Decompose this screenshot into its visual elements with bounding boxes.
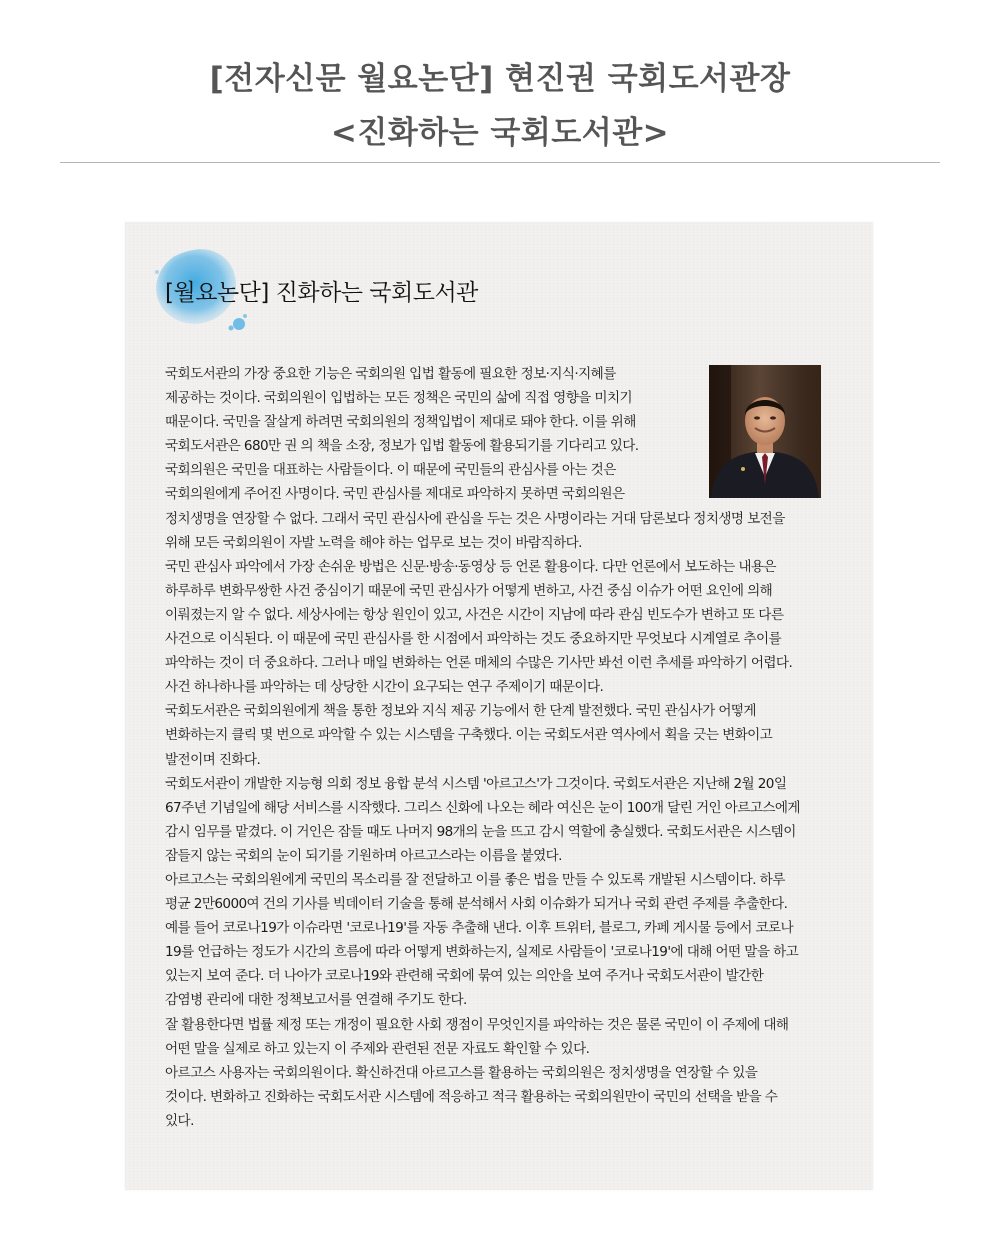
body-line: 잠들지 않는 국회의 눈이 되기를 기원하며 아르고스라는 이름을 붙였다.: [165, 847, 562, 864]
page-header: [60, 0, 940, 163]
body-line: 아르고스는 국회의원에게 국민의 목소리를 잘 전달하고 이를 좋은 법을 만들 수 있도록 개발된 시스템이다. 하루: [165, 871, 785, 888]
article-body: [165, 362, 849, 1133]
body-line: 이뤄졌는지 알 수 없다. 세상사에는 항상 원인이 있고, 사건은 시간이 지남에 따라 관심 빈도수가 변하고 또 다른: [165, 606, 784, 623]
body-line: 예를 들어 코로나19가 이슈라면 '코로나19'를 자동 추출해 낸다. 이후 트위터, 블로그, 카페 게시물 등에서 코로나: [165, 920, 794, 937]
body-line: 정치생명을 연장할 수 없다. 그래서 국민 관심사에 관심을 두는 것은 사명이라는 거대 담론보다 정치생명 보전을: [165, 510, 785, 527]
body-line: 국회도서관의 가장 중요한 기능은 국회의원 입법 활동에 필요한 정보·지식·지혜를: [165, 366, 616, 382]
body-line: 사건으로 이식된다. 이 때문에 국민 관심사를 한 시점에서 파악하는 것도 중요하지만 무엇보다 시계열로 추이를: [165, 631, 782, 648]
article-headline: [월요논단] 진화하는 국회도서관: [165, 280, 478, 306]
body-line: 국민 관심사 파악에서 가장 손쉬운 방법은 신문·방송·동영상 등 언론 활용이다. 다만 언론에서 보도하는 내용은: [165, 558, 776, 575]
body-line: 발전이며 진화다.: [165, 751, 261, 768]
body-line: 있다.: [165, 1112, 194, 1129]
body-line: 67주년 기념일에 해당 서비스를 시작했다. 그리스 신화에 나오는 헤라 여신은 눈이 100개 달린 거인 아르고스에게: [165, 799, 800, 816]
body-line: 19를 언급하는 정도가 시간의 흐름에 따라 어떻게 변화하는지, 실제로 사람들이 '코로나19'에 대해 어떤 말을 하고: [165, 944, 799, 961]
article-paragraph-2: [165, 555, 849, 700]
body-line: 국회도서관이 개발한 지능형 의회 정보 융합 분석 시스템 '아르고스'가 그것이다. 국회도서관은 지난해 2월 20일: [165, 775, 787, 792]
body-line: 국회도서관은 국회의원에게 책을 통한 정보와 지식 제공 기능에서 한 단계 발전했다. 국민 관심사가 어떻게: [165, 703, 756, 720]
page-title: [60, 52, 940, 160]
body-line: 잘 활용한다면 법률 제정 또는 개정이 필요한 사회 쟁점이 무엇인지를 파악하는 것은 물론 국민이 이 주제에 대해: [165, 1016, 789, 1033]
page-title-line-1: [전자신문 월요논단] 현진권 국회도서관장: [209, 61, 791, 97]
body-line: 국회의원에게 주어진 사명이다. 국민 관심사를 제대로 파악하지 못하면 국회의원은: [165, 486, 625, 503]
article-paragraph-3: [165, 699, 849, 771]
body-line: 평균 2만6000여 건의 기사를 빅데이터 기술을 통해 분석해서 사회 이슈화가 되거나 국회 관련 주제를 추출한다.: [165, 896, 788, 913]
body-line: 변화하는지 클릭 몇 번으로 파악할 수 있는 시스템을 구축했다. 이는 국회도서관 역사에서 획을 긋는 변화이고: [165, 727, 773, 744]
article-paragraph-1: [165, 362, 849, 555]
body-line: 아르고스 사용자는 국회의원이다. 확신하건대 아르고스를 활용하는 국회의원은 정치생명을 연장할 수 있을: [165, 1064, 758, 1081]
page-title-line-2: <진화하는 국회도서관>: [330, 115, 670, 151]
body-line: 사건 하나하나를 파악하는 데 상당한 시간이 요구되는 연구 주제이기 때문이다.: [165, 679, 604, 696]
body-line: 감염병 관리에 대한 정책보고서를 연결해 주기도 한다.: [165, 992, 467, 1009]
body-line: 국회도서관은 680만 권 의 책을 소장, 정보가 입법 활동에 활용되기를 기다리고 있다.: [165, 438, 639, 455]
body-line: 국회의원은 국민을 대표하는 사람들이다. 이 때문에 국민들의 관심사를 아는 것은: [165, 462, 616, 479]
body-line: 어떤 말을 실제로 하고 있는지 이 주제와 관련된 전문 자료도 확인할 수 있다.: [165, 1040, 590, 1057]
body-line: 있는지 보여 준다. 더 나아가 코로나19와 관련해 국회에 묶여 있는 의안을 보여 주거나 국회도서관이 발간한: [165, 968, 764, 985]
article-paragraph-7: [165, 1061, 849, 1133]
body-line: 제공하는 것이다. 국회의원이 입법하는 모든 정책은 국민의 삶에 직접 영향을 미치기: [165, 390, 633, 407]
body-line: 위해 모든 국회의원이 자발 노력을 해야 하는 업무로 보는 것이 바람직하다.: [165, 534, 582, 551]
newspaper-clipping: [125, 222, 873, 1190]
body-line: 하루하루 변화무쌍한 사건 중심이기 때문에 국민 관심사가 어떻게 변하고, 사건 중심 이슈가 어떤 요인에 의해: [165, 582, 773, 599]
article-paragraph-4: [165, 772, 849, 868]
body-line: 파악하는 것이 더 중요하다. 그러나 매일 변화하는 언론 매체의 수많은 기사만 봐선 이런 추세를 파악하기 어렵다.: [165, 655, 793, 672]
article-paragraph-5: [165, 868, 849, 1013]
article-paragraph-6: [165, 1013, 849, 1061]
body-line: 때문이다. 국민을 잘살게 하려면 국회의원의 정책입법이 제대로 돼야 한다. 이를 위해: [165, 414, 636, 431]
body-line: 것이다. 변화하고 진화하는 국회도서관 시스템에 적응하고 적극 활용하는 국회의원만이 국민의 선택을 받을 수: [165, 1088, 778, 1105]
body-line: 감시 임무를 맡겼다. 이 거인은 잠들 때도 나머지 98개의 눈을 뜨고 감시 역할에 충실했다. 국회도서관은 시스템이: [165, 823, 796, 840]
